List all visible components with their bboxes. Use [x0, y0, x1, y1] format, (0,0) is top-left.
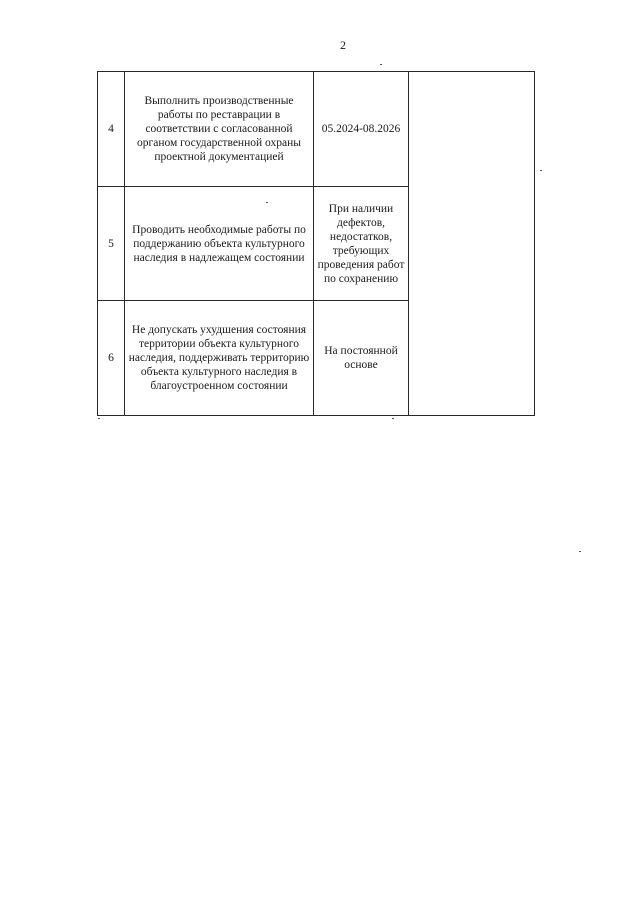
scan-speck — [380, 64, 382, 65]
page-number: 2 — [340, 38, 346, 52]
term-cell: При наличии дефектов, недостатков, требующих проведения работ по сохранению — [314, 187, 409, 301]
table-row — [98, 72, 535, 187]
measures-table — [97, 71, 535, 416]
term-cell: На постоянной основе — [314, 301, 409, 416]
note-cell — [409, 72, 535, 416]
task-cell: Выполнить производственные работы по реставрации в соответствии с согласованной органом государственной охраны проектной документацией — [125, 72, 314, 187]
scan-speck — [579, 551, 581, 552]
row-number: 6 — [98, 301, 125, 416]
scan-speck — [98, 418, 100, 419]
scan-speck — [392, 418, 394, 419]
term-cell: 05.2024-08.2026 — [314, 72, 409, 187]
row-number: 4 — [98, 72, 125, 187]
task-cell: Проводить необходимые работы по поддержанию объекта культурного наследия в надлежащем состоянии — [125, 187, 314, 301]
scan-speck — [540, 170, 542, 171]
scan-speck — [266, 202, 268, 203]
row-number: 5 — [98, 187, 125, 301]
task-cell: Не допускать ухудшения состояния территории объекта культурного наследия, поддерживать территорию объекта культурного наследия в благоустроенном состоянии — [125, 301, 314, 416]
